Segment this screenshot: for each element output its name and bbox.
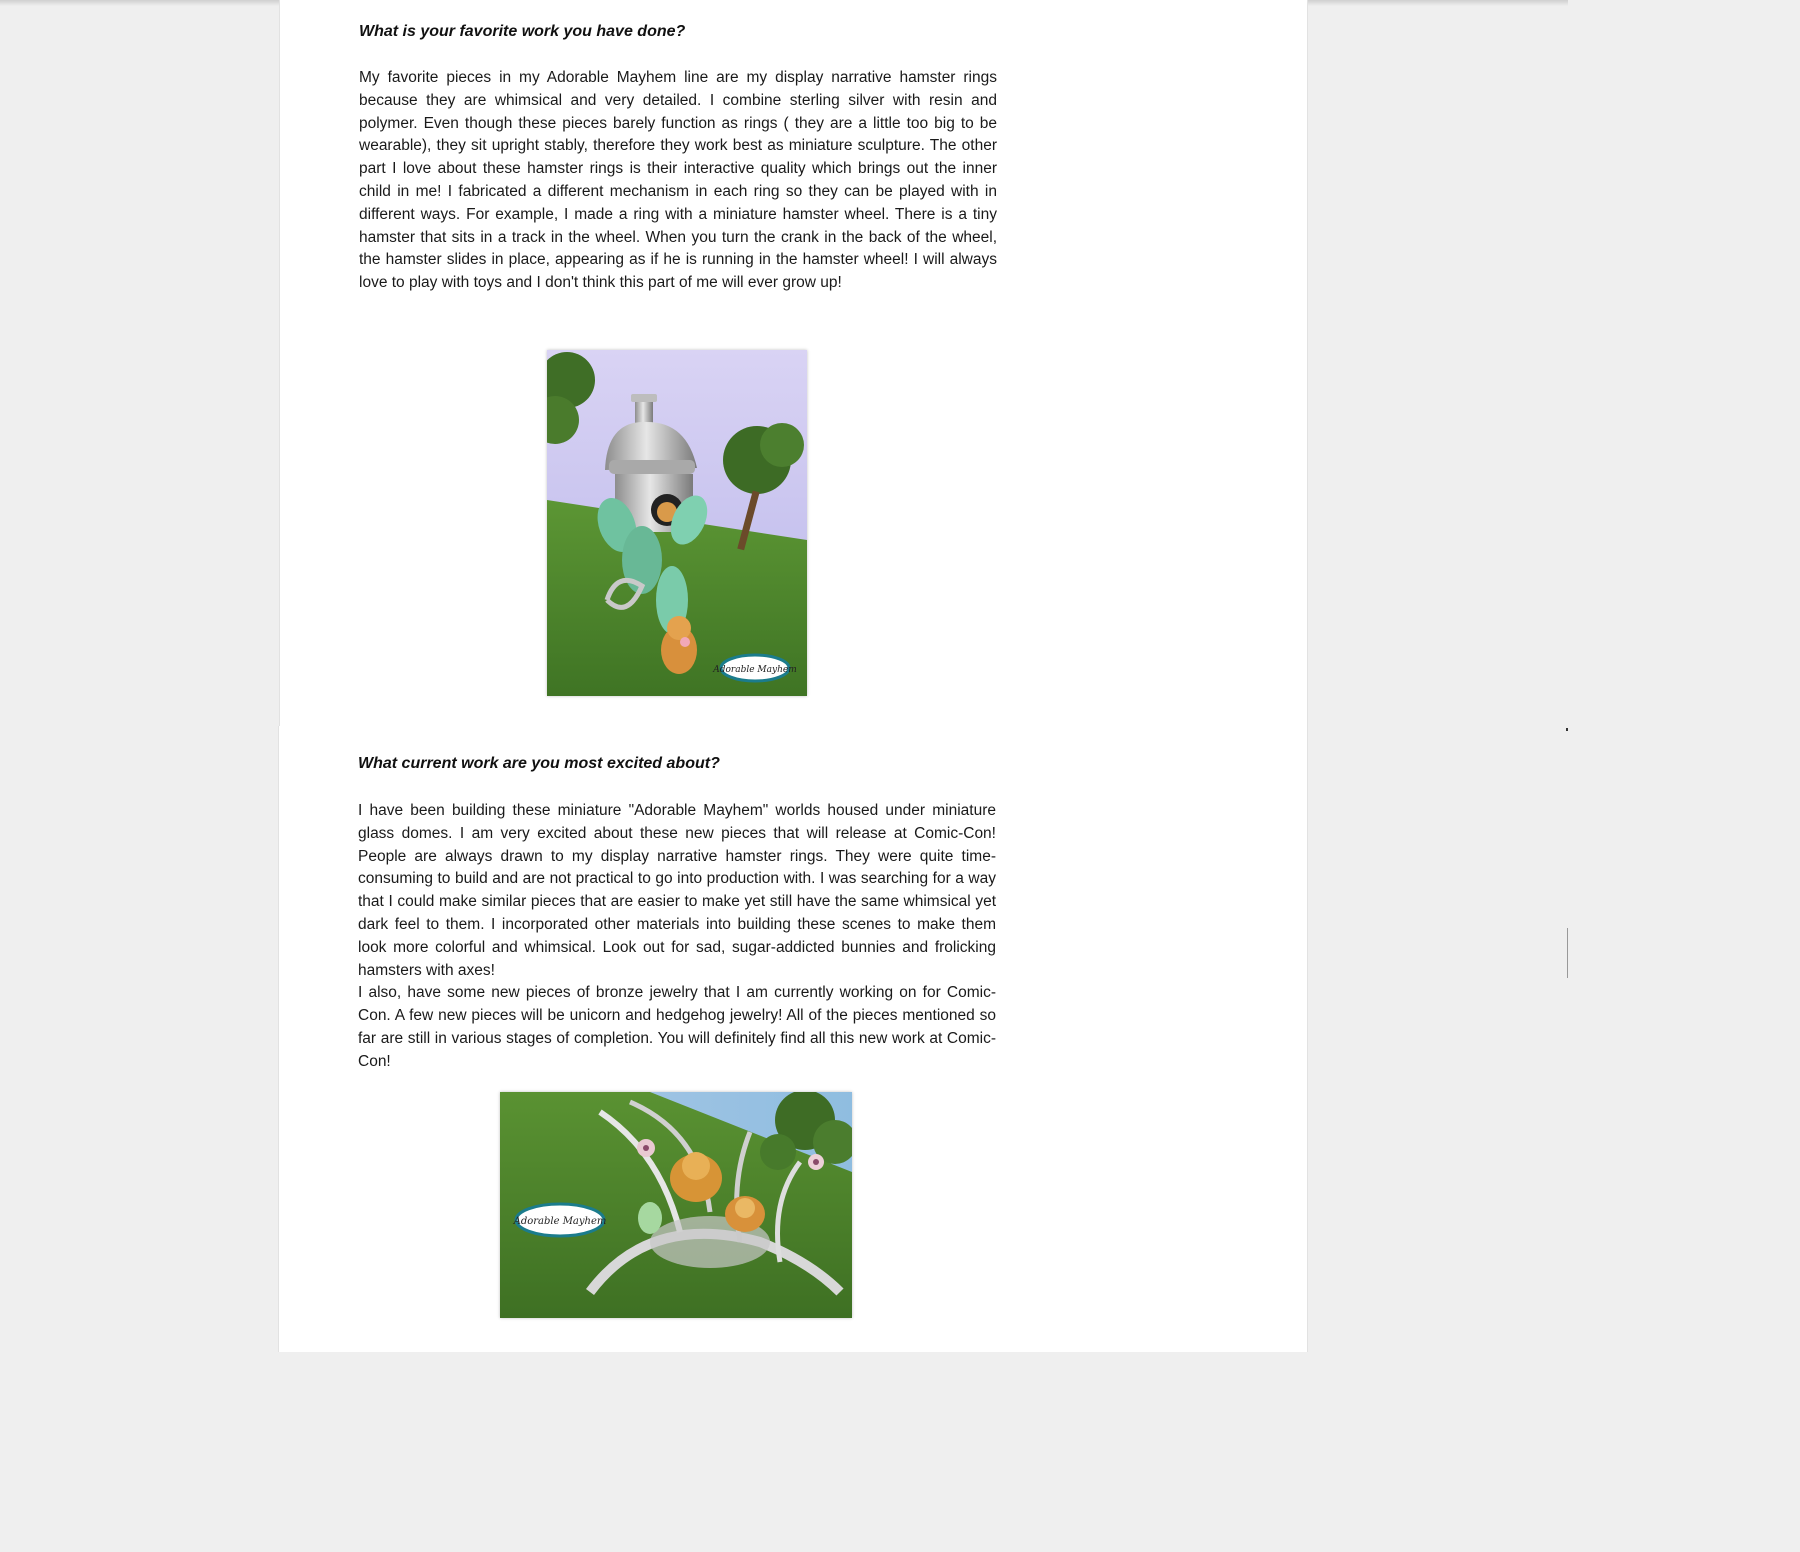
interview-section-current-work [358, 754, 996, 1074]
question-heading: What current work are you most excited about? [358, 755, 720, 772]
edge-mark [1567, 928, 1568, 978]
edge-mark [1566, 728, 1568, 731]
answer-paragraph: I also, have some new pieces of bronze jewelry that I am currently working on for Comic-Con. A few new pieces will be unicorn and hedgehog jewelry! All of the pieces mentioned so far are still in various stages of completion. You will definitely find all this new work at Comic-Con! [358, 984, 996, 1070]
question-heading: What is your favorite work you have done? [359, 23, 686, 40]
logo-text: Adorable Mayhem [713, 665, 797, 675]
answer-paragraph: My favorite pieces in my Adorable Mayhem line are my display narrative hamster rings because they are whimsical and very detailed. I combine sterling silver with resin and polymer. Even though these pieces barely function as rings ( they are a little too big to be wearable), they sit upright stably, therefore they work best as miniature sculpture. The other part I love about these hamster rings is their interactive quality which brings out the inner child in me! I fabricated a different mechanism in each ring so they can be played with in different ways. For example, I made a ring with a miniature hamster wheel. There is a tiny hamster that sits in a track in the wheel. When you turn the crank in the back of the wheel, the hamster slides in place, appearing as if he is running in the hamster wheel! I will always love to play with toys and I don't think this part of me will ever grow up! [359, 69, 997, 292]
answer-paragraph: I have been building these miniature "Adorable Mayhem" worlds housed under miniature glass domes. I am very excited about these new pieces that will release at Comic-Con! People are always drawn to my display narrative hamster rings. They were quite time-consuming to build and are not practical to go into production with. I was searching for a way that I could make similar pieces that are easier to make yet still have the same whimsical yet dark feel to them. I incorporated other materials into building these scenes to make them look more colorful and whimsical. Look out for sad, sugar-addicted bunnies and frolicking hamsters with axes! [358, 802, 996, 979]
hamster-ring-photo [547, 350, 807, 696]
logo-text: Adorable Mayhem [513, 1216, 607, 1227]
interview-section-favorite-work [359, 22, 997, 295]
hamster-dome-photo [500, 1092, 852, 1318]
